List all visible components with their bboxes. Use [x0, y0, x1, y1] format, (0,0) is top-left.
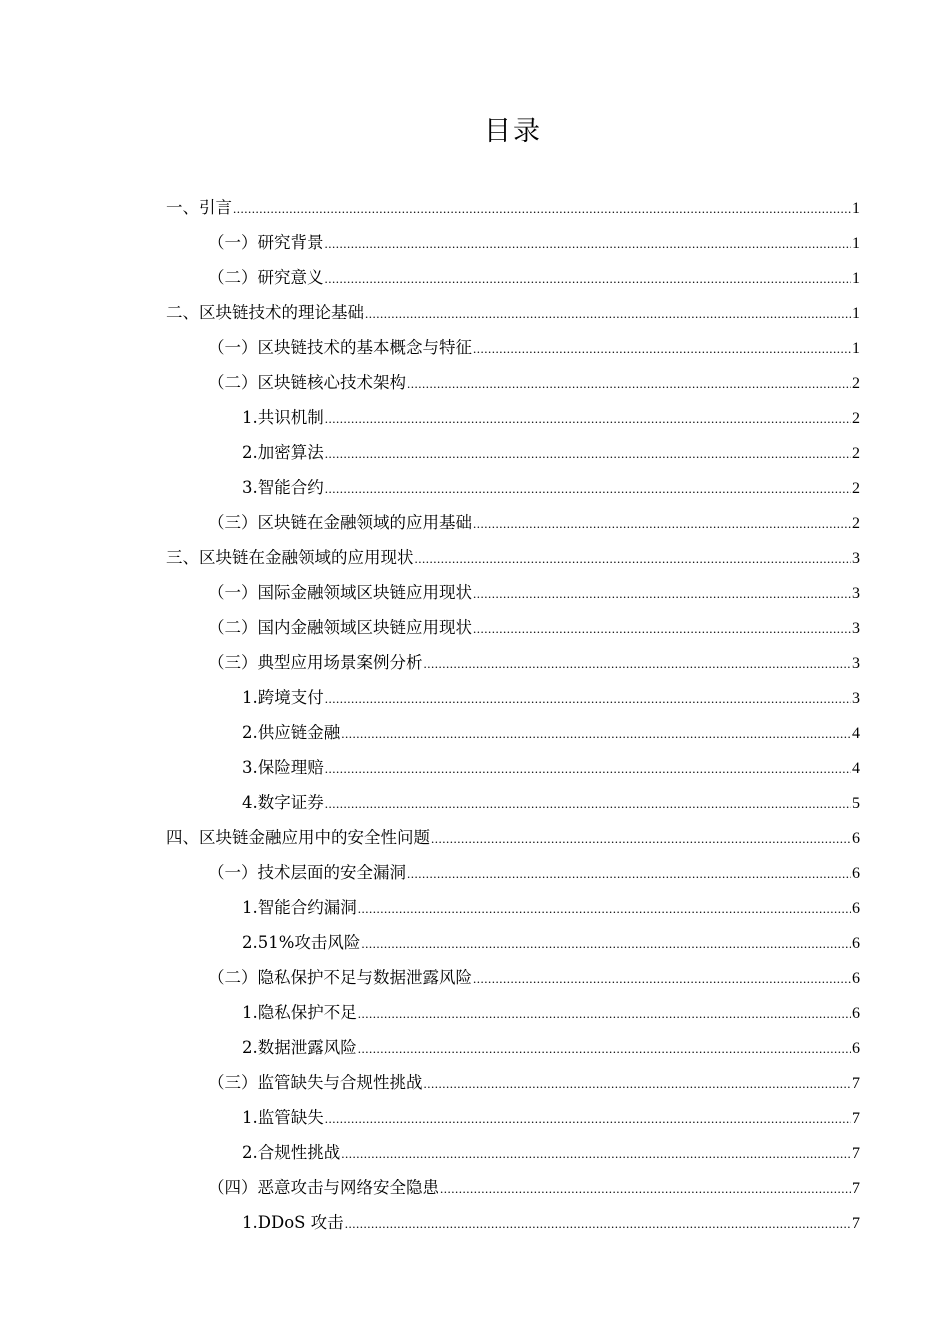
toc-entry-title: （三）区块链在金融领域的应用基础 [208, 513, 472, 532]
toc-entry[interactable] [166, 1135, 860, 1170]
toc-entry-title: 二、区块链技术的理论基础 [166, 303, 364, 322]
toc-entry-title: 1.跨境支付 [242, 688, 324, 707]
toc-entry[interactable] [166, 785, 860, 820]
toc-entry[interactable] [166, 750, 860, 785]
toc-page-number: 4 [852, 760, 860, 777]
toc-entry[interactable] [166, 855, 860, 890]
toc-leader-dots [325, 1101, 851, 1136]
toc-leader-dots [440, 1171, 851, 1206]
toc-page-number: 7 [852, 1180, 860, 1197]
toc-page-number: 2 [852, 410, 860, 427]
toc-entry[interactable] [166, 435, 860, 470]
toc-leader-dots [473, 961, 851, 996]
toc-entry[interactable] [166, 505, 860, 540]
toc-entry-title: （一）技术层面的安全漏洞 [208, 863, 406, 882]
toc-entry[interactable] [166, 400, 860, 435]
toc-entry-title: 2.供应链金融 [242, 723, 341, 742]
toc-entry-title: 2.合规性挑战 [242, 1143, 341, 1162]
toc-entry-title: （二）研究意义 [208, 268, 324, 287]
toc-page-number: 3 [852, 655, 860, 672]
toc-page-number: 1 [852, 235, 860, 252]
toc-leader-dots [325, 786, 851, 821]
toc-leader-dots [473, 331, 851, 366]
toc-page-number: 7 [852, 1110, 860, 1127]
toc-entry-title: 2.数据泄露风险 [242, 1038, 357, 1057]
toc-entry[interactable] [166, 225, 860, 260]
toc-entry-title: 一、引言 [166, 198, 232, 217]
toc-page-number: 2 [852, 480, 860, 497]
toc-leader-dots [473, 611, 851, 646]
toc-leader-dots [341, 1136, 851, 1171]
toc-entry[interactable] [166, 295, 860, 330]
toc-entry-title: （二）区块链核心技术架构 [208, 373, 406, 392]
toc-leader-dots [345, 1206, 851, 1241]
toc-entry[interactable] [166, 365, 860, 400]
toc-leader-dots [325, 436, 851, 471]
toc-page-number: 4 [852, 725, 860, 742]
toc-entry[interactable] [166, 610, 860, 645]
toc-entry[interactable] [166, 680, 860, 715]
toc-entry-title: （三）典型应用场景案例分析 [208, 653, 423, 672]
toc-page-number: 1 [852, 305, 860, 322]
toc-entry[interactable] [166, 960, 860, 995]
toc-entry-title: 1.智能合约漏洞 [242, 898, 357, 917]
toc-leader-dots [365, 296, 851, 331]
toc-entry[interactable] [166, 645, 860, 680]
toc-entry[interactable] [166, 260, 860, 295]
toc-page-number: 6 [852, 900, 860, 917]
toc-page-number: 3 [852, 620, 860, 637]
toc-leader-dots [407, 366, 851, 401]
toc-entry[interactable] [166, 995, 860, 1030]
toc-entry-title: 1.共识机制 [242, 408, 324, 427]
toc-page-number: 6 [852, 1005, 860, 1022]
toc-page-number: 6 [852, 935, 860, 952]
toc-entry[interactable] [166, 715, 860, 750]
toc-leader-dots [473, 506, 851, 541]
toc-page-number: 2 [852, 445, 860, 462]
toc-page-number: 6 [852, 830, 860, 847]
toc-leader-dots [325, 681, 851, 716]
toc-leader-dots [325, 226, 852, 261]
toc-page-number: 1 [852, 200, 860, 217]
toc-entry-title: （一）国际金融领域区块链应用现状 [208, 583, 472, 602]
toc-entry-title: 1.监管缺失 [242, 1108, 324, 1127]
toc-leader-dots [325, 471, 851, 506]
toc-page-number: 6 [852, 1040, 860, 1057]
toc-entry-title: 2.51%攻击风险 [242, 933, 361, 952]
toc-leader-dots [431, 821, 851, 856]
toc-entry-title: （一）区块链技术的基本概念与特征 [208, 338, 472, 357]
toc-leader-dots [325, 401, 851, 436]
toc-entry[interactable] [166, 1170, 860, 1205]
toc-entry[interactable] [166, 925, 860, 960]
toc-page-number: 1 [852, 270, 860, 287]
toc-page-number: 3 [852, 690, 860, 707]
toc-page-number: 7 [852, 1075, 860, 1092]
toc-entry[interactable] [166, 1100, 860, 1135]
toc-entry-title: 四、区块链金融应用中的安全性问题 [166, 828, 430, 847]
toc-entry[interactable] [166, 1030, 860, 1065]
toc-entry-title: 2.加密算法 [242, 443, 324, 462]
toc-leader-dots [424, 646, 852, 681]
toc-entry-title: （二）国内金融领域区块链应用现状 [208, 618, 472, 637]
toc-leader-dots [233, 191, 851, 226]
toc-entry[interactable] [166, 330, 860, 365]
toc-page-number: 5 [852, 795, 860, 812]
toc-entry-title: （一）研究背景 [208, 233, 324, 252]
toc-page-number: 7 [852, 1145, 860, 1162]
toc-leader-dots [424, 1066, 852, 1101]
toc-leader-dots [358, 891, 851, 926]
toc-entry-title: 三、区块链在金融领域的应用现状 [166, 548, 414, 567]
toc-entry-title: 3.智能合约 [242, 478, 324, 497]
toc-entry-title: 1.隐私保护不足 [242, 1003, 357, 1022]
table-of-contents [166, 190, 860, 1240]
toc-leader-dots [473, 576, 851, 611]
toc-page-number: 7 [852, 1215, 860, 1232]
toc-leader-dots [325, 261, 852, 296]
toc-entry[interactable] [166, 890, 860, 925]
toc-page-number: 1 [852, 340, 860, 357]
toc-leader-dots [358, 1031, 851, 1066]
toc-entry-title: （四）恶意攻击与网络安全隐患 [208, 1178, 439, 1197]
toc-page-number: 3 [852, 585, 860, 602]
toc-page-number: 6 [852, 865, 860, 882]
toc-entry[interactable] [166, 540, 860, 575]
toc-entry[interactable] [166, 1065, 860, 1100]
toc-page-number: 3 [852, 550, 860, 567]
page-title: 目录 [484, 116, 542, 147]
toc-leader-dots [415, 541, 852, 576]
toc-leader-dots [407, 856, 851, 891]
toc-page-number: 2 [852, 515, 860, 532]
toc-entry[interactable] [166, 470, 860, 505]
toc-entry[interactable] [166, 1205, 860, 1240]
toc-entry-title: （二）隐私保护不足与数据泄露风险 [208, 968, 472, 987]
toc-leader-dots [358, 996, 851, 1031]
toc-leader-dots [341, 716, 851, 751]
toc-page-number: 2 [852, 375, 860, 392]
toc-entry[interactable] [166, 190, 860, 225]
toc-entry-title: 4.数字证券 [242, 793, 324, 812]
toc-leader-dots [325, 751, 851, 786]
toc-entry-title: 3.保险理赔 [242, 758, 324, 777]
toc-entry-title: 1.DDoS 攻击 [242, 1213, 344, 1232]
toc-entry[interactable] [166, 575, 860, 610]
toc-entry[interactable] [166, 820, 860, 855]
toc-page-number: 6 [852, 970, 860, 987]
toc-leader-dots [361, 926, 851, 961]
toc-entry-title: （三）监管缺失与合规性挑战 [208, 1073, 423, 1092]
